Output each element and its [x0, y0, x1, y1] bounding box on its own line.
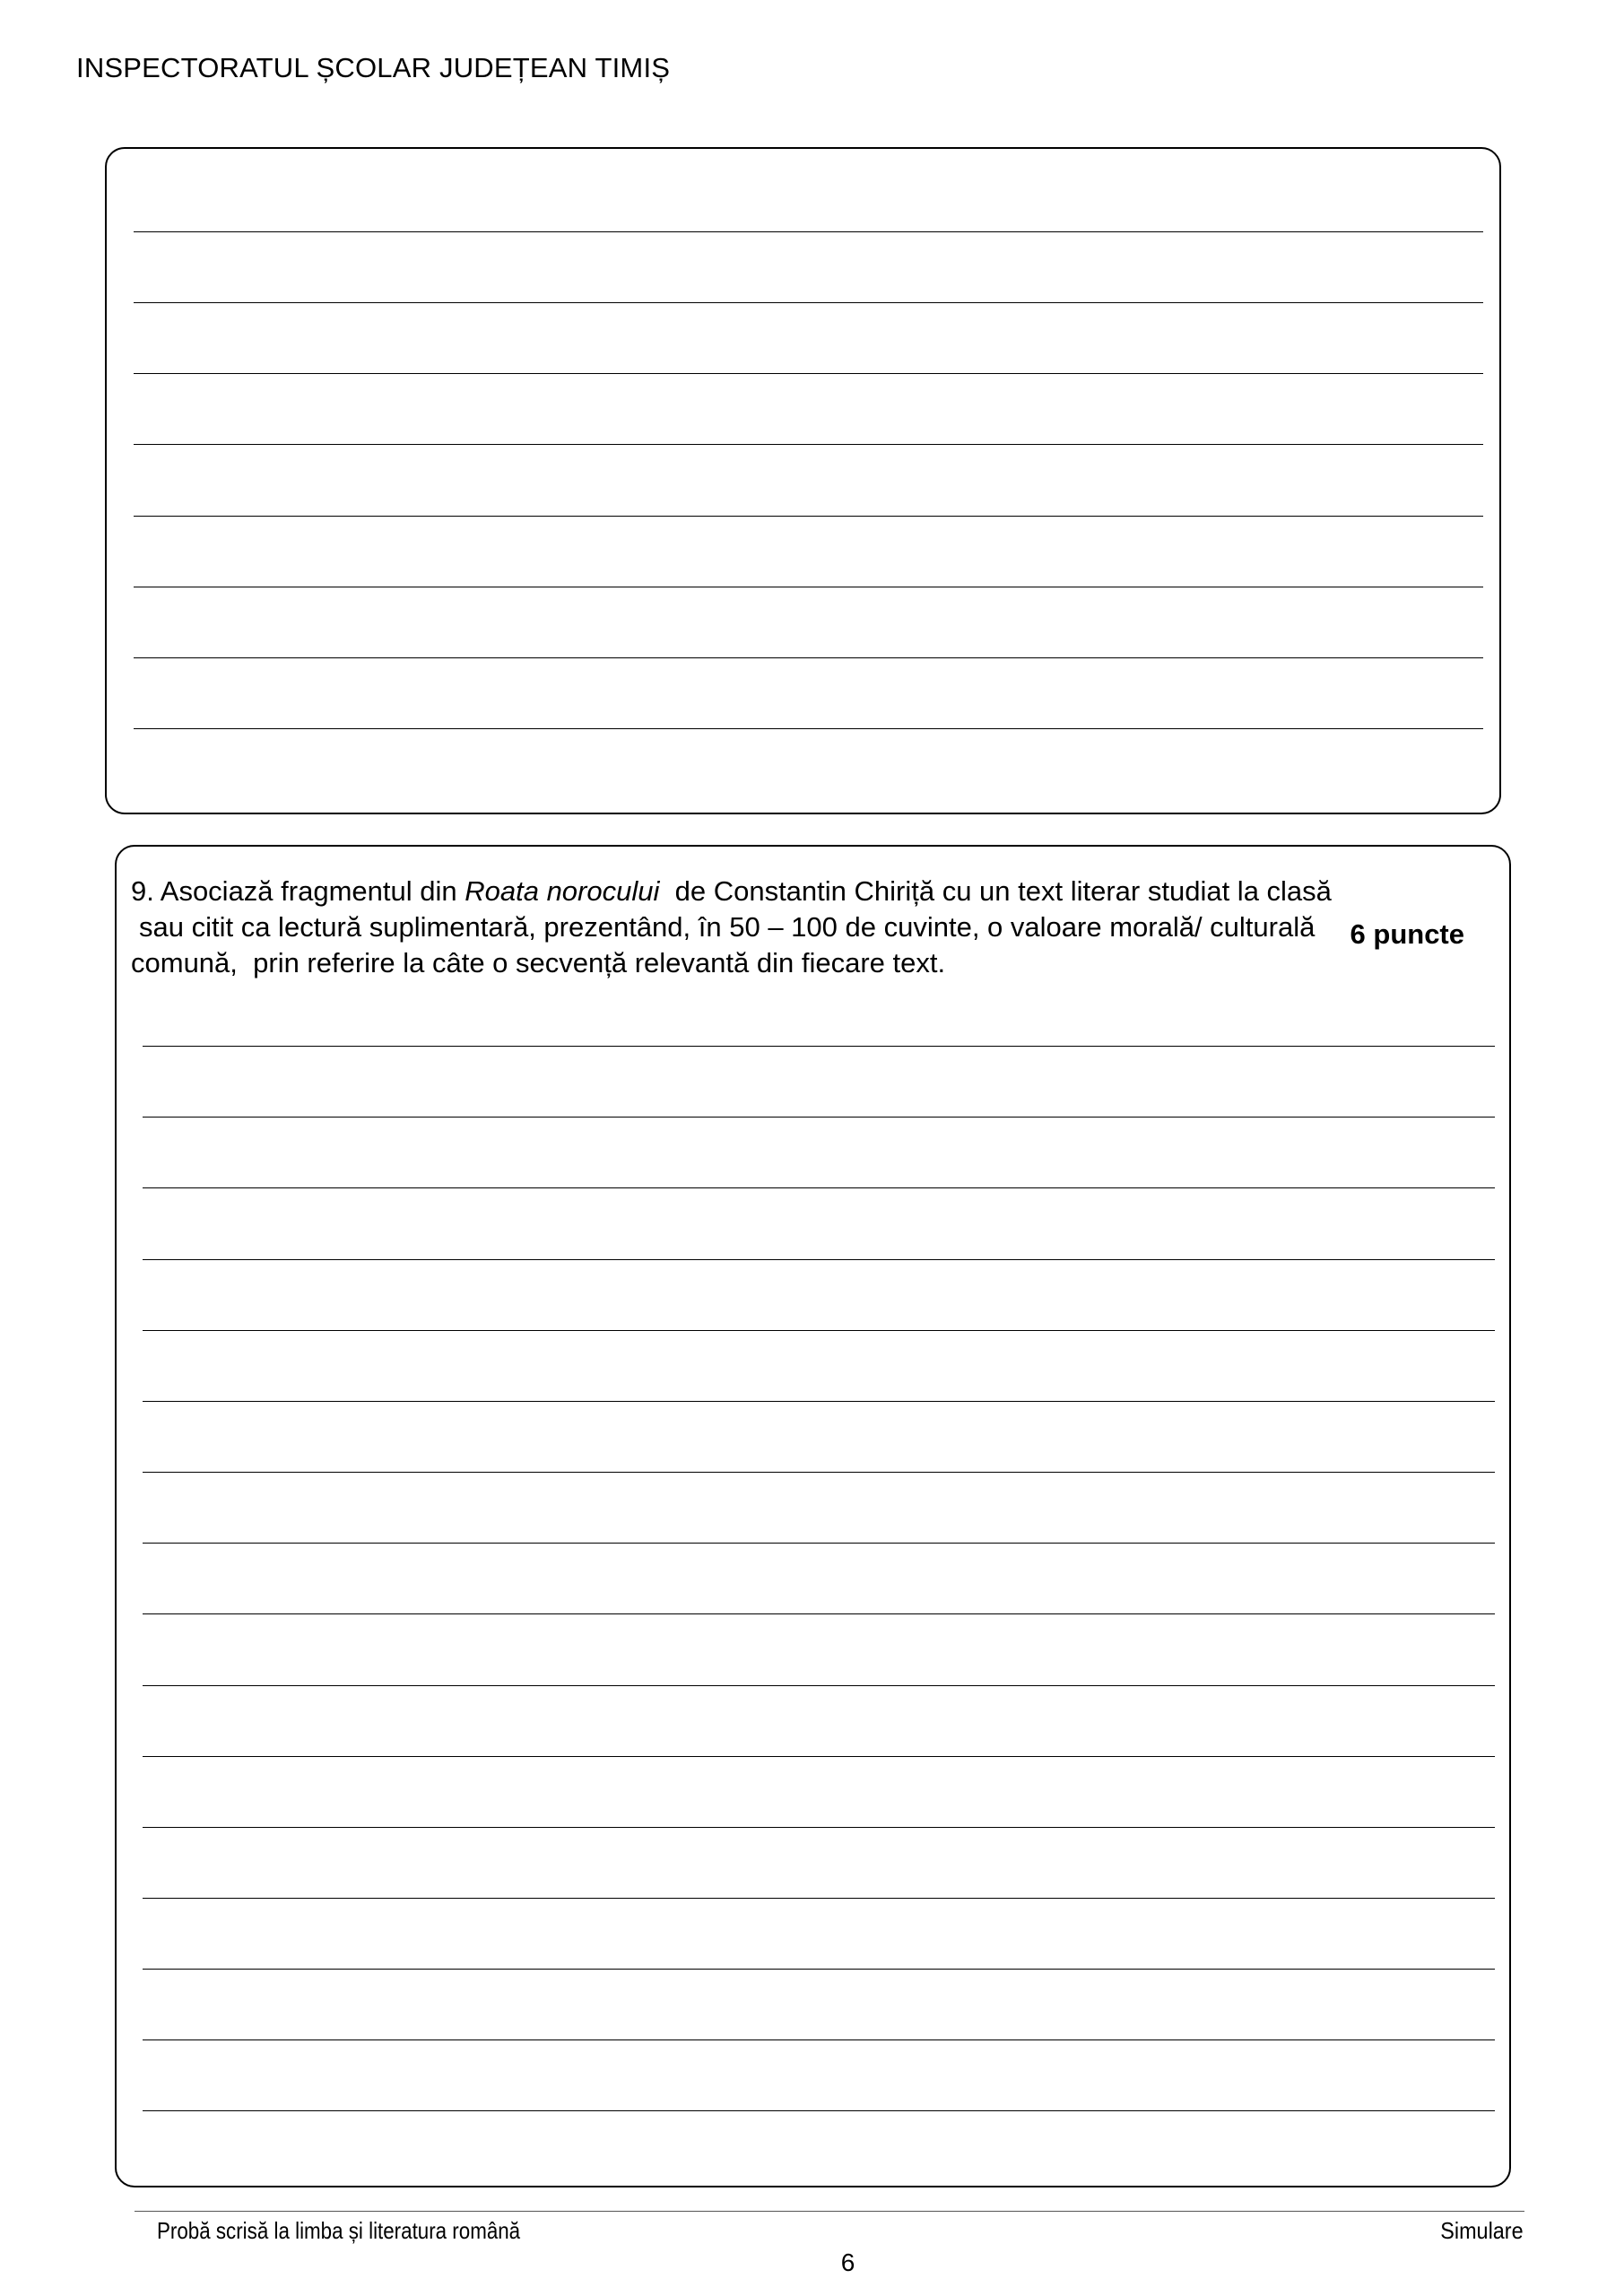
writing-line	[143, 1472, 1495, 1473]
writing-line	[143, 1046, 1495, 1047]
question-text: Asociază fragmentul din	[160, 875, 465, 907]
writing-line	[143, 1330, 1495, 1331]
writing-line	[143, 1685, 1495, 1686]
writing-line	[143, 1401, 1495, 1402]
points-label: 6 puncte	[1350, 918, 1464, 950]
writing-line	[134, 728, 1483, 729]
writing-line	[134, 657, 1483, 658]
work-title: Roata norocului	[465, 875, 660, 907]
writing-line	[134, 516, 1483, 517]
question-line-3: comună, prin referire la câte o secvență relevantă din fiecare text.	[131, 947, 946, 978]
writing-line	[143, 1827, 1495, 1828]
question-text: de Constantin Chiriță cu un text literar studiat la clasă	[659, 875, 1332, 907]
page-header: INSPECTORATUL ȘCOLAR JUDEȚEAN TIMIȘ	[76, 52, 671, 83]
page-number: 6	[840, 2248, 855, 2276]
question-9-text	[131, 874, 1476, 981]
writing-line	[134, 231, 1483, 232]
writing-line	[143, 2039, 1495, 2040]
writing-line	[143, 1969, 1495, 1970]
question-line-1	[131, 874, 1476, 909]
writing-line	[143, 1898, 1495, 1899]
writing-line	[134, 373, 1483, 374]
writing-line	[143, 1756, 1495, 1757]
question-number: 9.	[131, 875, 161, 907]
writing-line	[143, 1117, 1495, 1118]
footer-exam-type: Simulare	[1440, 2217, 1524, 2244]
writing-line	[143, 1259, 1495, 1260]
writing-line	[143, 1187, 1495, 1188]
footer-exam-name: Probă scrisă la limba și literatura română	[157, 2217, 521, 2244]
writing-line	[143, 1613, 1495, 1614]
question-line-2: sau citit ca lectură suplimentară, prezentând, în 50 – 100 de cuvinte, o valoare morală/ culturală	[139, 911, 1316, 943]
question-9-box[interactable]	[115, 845, 1511, 2187]
writing-line	[134, 302, 1483, 303]
writing-line	[143, 2110, 1495, 2111]
footer-divider	[135, 2211, 1524, 2212]
writing-line	[134, 444, 1483, 445]
answer-box-previous[interactable]	[105, 147, 1501, 814]
writing-line	[143, 1543, 1495, 1544]
